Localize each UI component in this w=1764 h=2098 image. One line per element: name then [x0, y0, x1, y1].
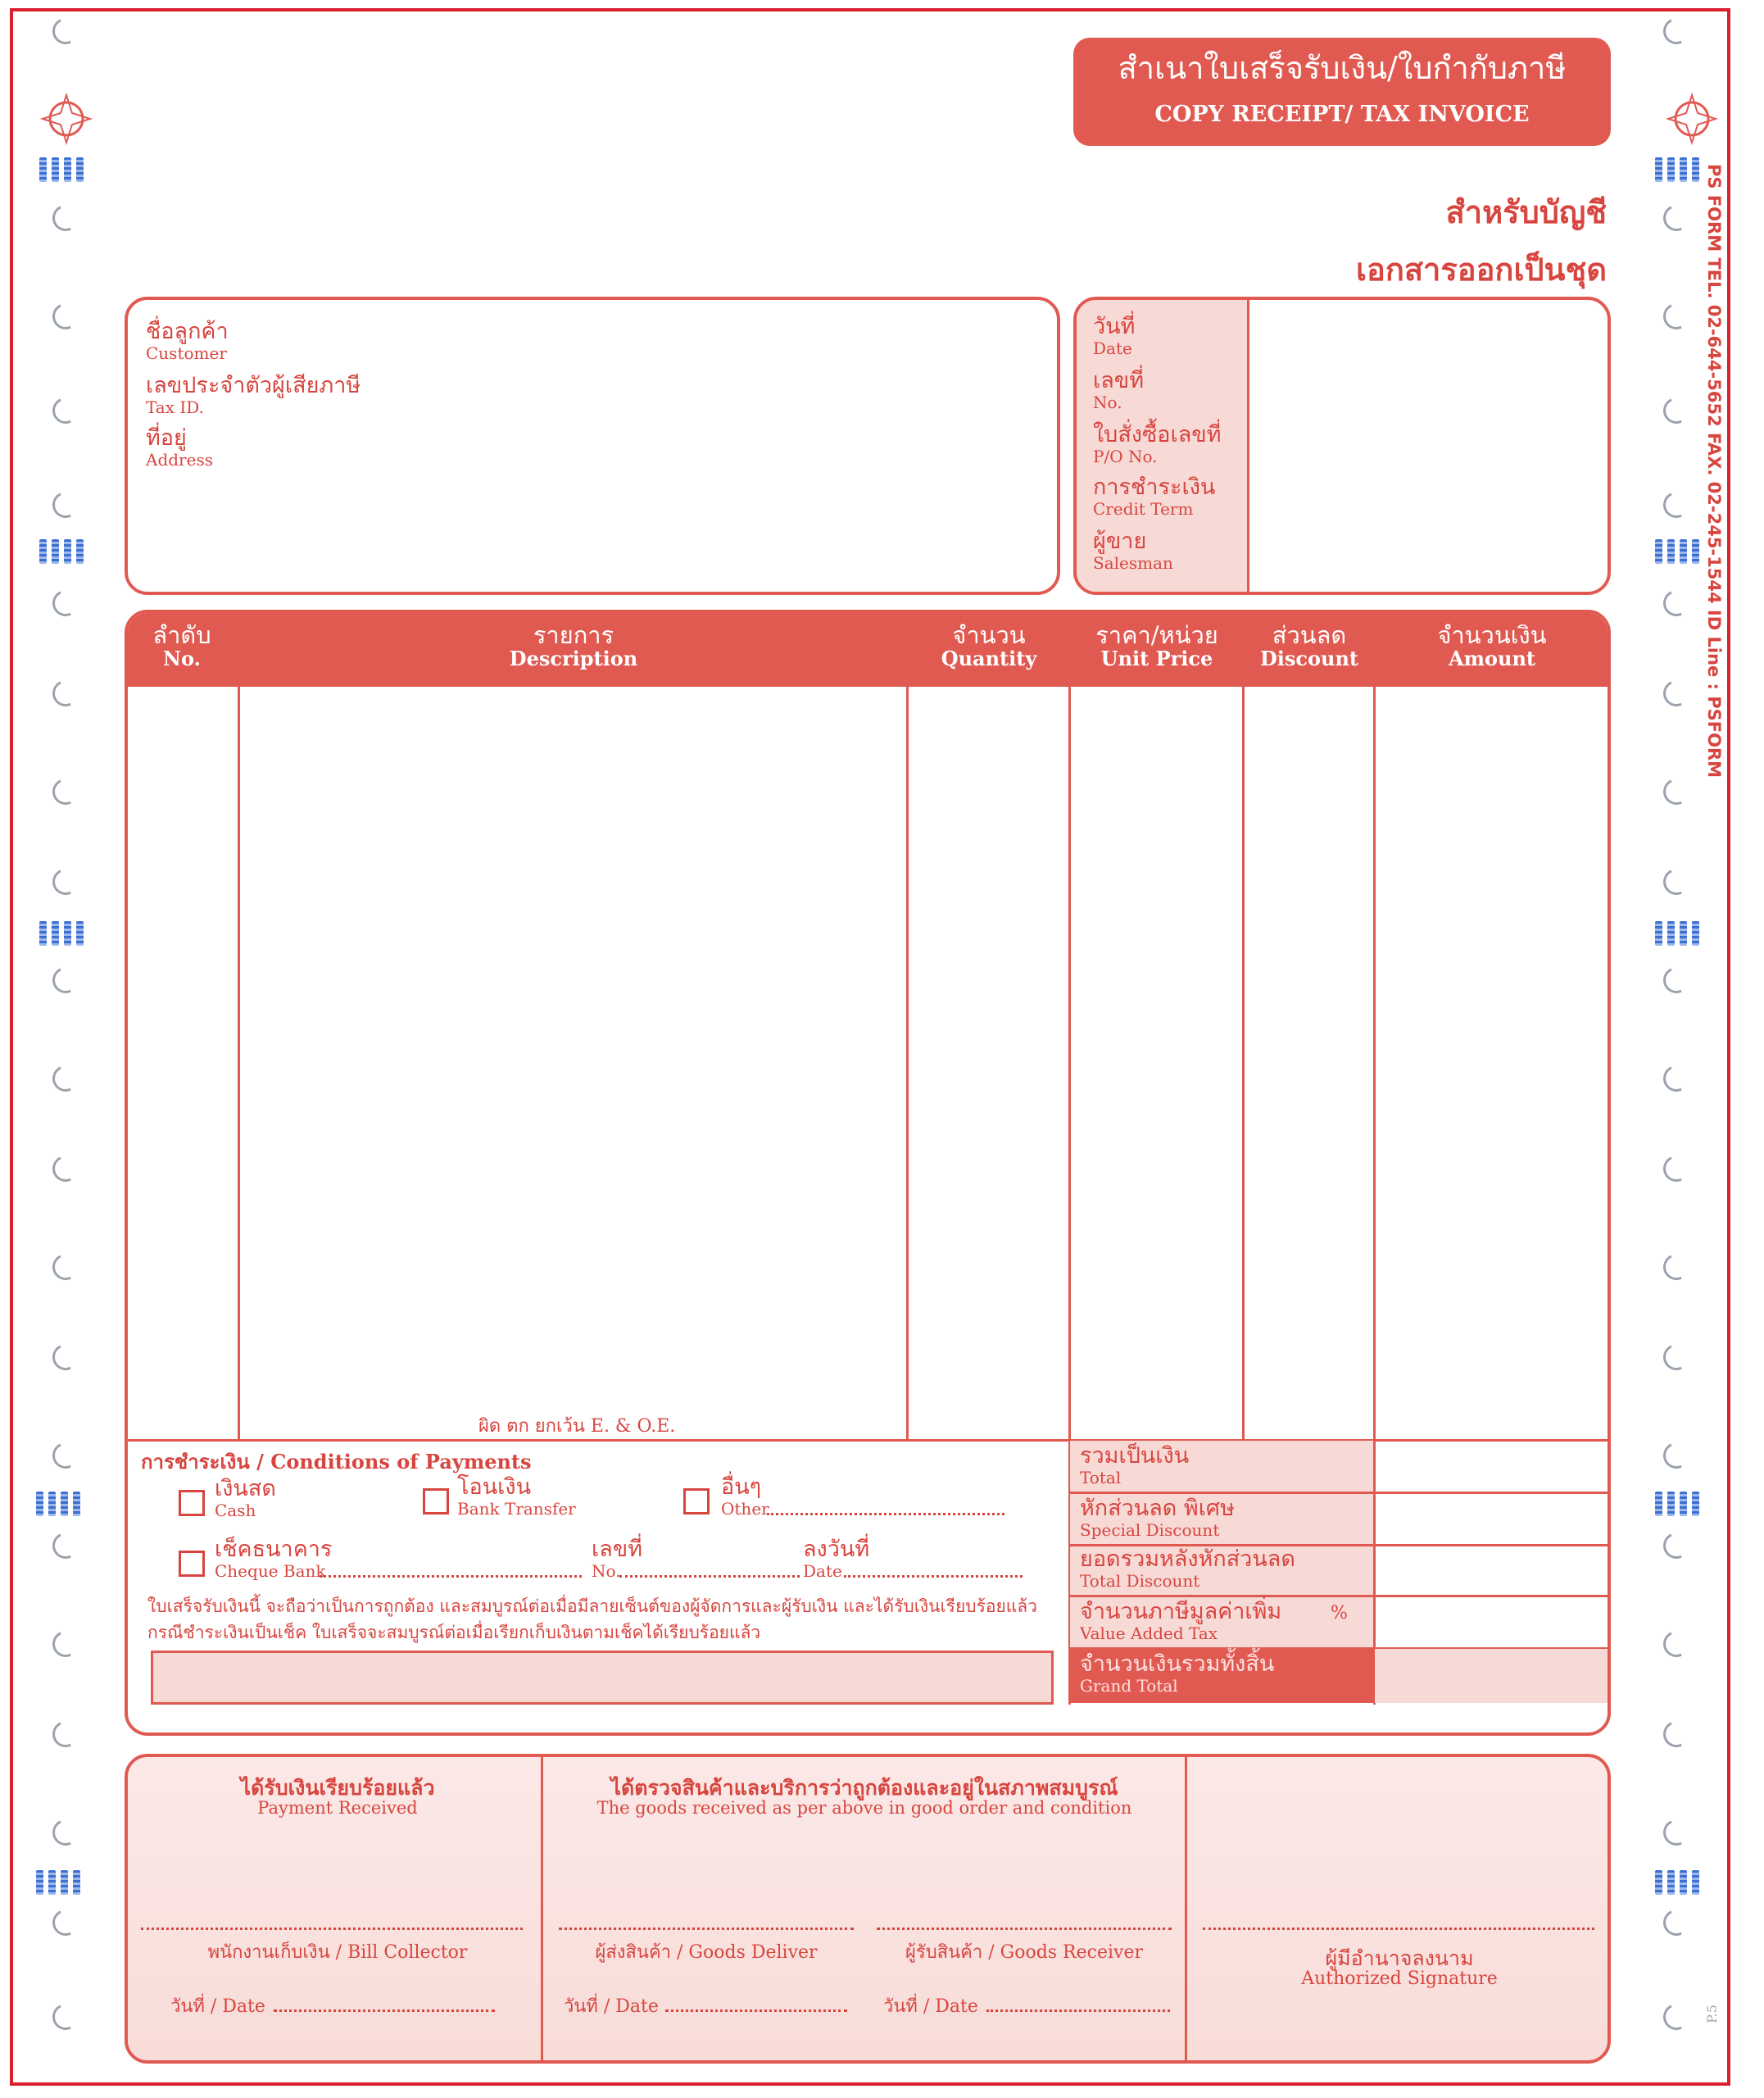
po-label-en: P/O No.: [1093, 447, 1158, 466]
cheque-date-input[interactable]: [844, 1575, 1023, 1578]
register-mark-icon: [39, 157, 93, 185]
register-mark-icon: [1655, 539, 1709, 567]
address-field[interactable]: [146, 426, 213, 469]
bank-transfer-checkbox[interactable]: [423, 1488, 449, 1514]
payment-heading: การชำระเงิน / Conditions of Payments: [141, 1450, 532, 1474]
total-label: รวมเป็นเงิน Total: [1080, 1443, 1190, 1487]
bill-collector-label: พนักงานเก็บเงิน / Bill Collector: [207, 1942, 468, 1963]
cheque-label: เช็คธนาคาร Cheque Bank: [215, 1537, 333, 1581]
customer-label-th: ชื่อลูกค้า: [146, 319, 229, 344]
address-label-en: Address: [146, 450, 213, 470]
cash-checkbox[interactable]: [179, 1490, 205, 1516]
registration-target-icon: [1665, 92, 1719, 146]
no-label-th: เลขที่: [1093, 368, 1145, 393]
col-discount-header: ส่วนลด Discount: [1259, 621, 1359, 670]
issued-as-label: เอกสารออกเป็นชุด: [1356, 251, 1607, 288]
cheque-bank-input[interactable]: [320, 1575, 582, 1578]
date-label-th: วันที่: [1093, 314, 1136, 339]
authorized-signature-th: ผู้มีอำนาจลงนาม: [1325, 1946, 1474, 1970]
salesman-label-th: ผู้ขาย: [1093, 529, 1147, 554]
copy-for-label: สำหรับบัญชี: [1445, 193, 1607, 230]
receiver-signature-line[interactable]: [877, 1928, 1172, 1930]
grand-total-value-cell[interactable]: [1375, 1649, 1608, 1703]
address-label-th: ที่อยู่: [146, 425, 187, 451]
vat-label: จำนวนภาษีมูลค่าเพิ่ม Value Added Tax: [1080, 1599, 1282, 1643]
register-mark-icon: [1655, 157, 1709, 185]
col-description-header: รายการ Description: [509, 621, 638, 670]
other-input[interactable]: [767, 1513, 1004, 1515]
column-divider: [238, 615, 240, 1441]
col-unit-price-header: ราคา/หน่วย Unit Price: [1095, 621, 1218, 670]
goods-received-en: The goods received as per above in good order and condition: [596, 1798, 1132, 1818]
date-field[interactable]: [1093, 315, 1135, 357]
date-label-en: Date: [1093, 338, 1132, 358]
eoe-note: ผิด ตก ยกเว้น E. & O.E.: [478, 1416, 676, 1437]
grand-total-label: จำนวนเงินรวมทั้งสิ้น Grand Total: [1080, 1651, 1275, 1696]
register-mark-icon: [39, 539, 93, 567]
deliver-date-label: วันที่ / Date: [564, 1996, 659, 2017]
cheque-no-label: เลขที่ No.: [592, 1537, 643, 1581]
deliver-signature-line[interactable]: [559, 1928, 854, 1930]
payment-note-2: กรณีชำระเงินเป็นเช็ค ใบเสร็จจะสมบูรณ์ต่อเมื่อเรียกเก็บเงินตามเช็คได้เรียบร้อยแล้ว: [147, 1623, 761, 1642]
col-quantity-header: จำนวน Quantity: [941, 621, 1037, 670]
term-label-en: Credit Term: [1093, 499, 1194, 519]
authorized-signature-en: Authorized Signature: [1301, 1969, 1498, 1989]
goods-received-th: ได้ตรวจสินค้าและบริการว่าถูกต้องและอยู่ในสภาพสมบูรณ์: [610, 1776, 1118, 1800]
collector-signature-line[interactable]: [141, 1928, 523, 1930]
register-mark-icon: [36, 1870, 90, 1898]
column-divider: [1242, 615, 1245, 1441]
cheque-checkbox[interactable]: [179, 1551, 205, 1577]
taxid-label-th: เลขประจำตัวผู้เสียภาษี: [146, 373, 361, 398]
authorized-signature-line[interactable]: [1203, 1928, 1594, 1930]
payment-received-en: Payment Received: [257, 1798, 418, 1818]
collector-date-line[interactable]: [274, 2009, 495, 2012]
document-title-banner: [1073, 38, 1611, 146]
doc-number-field[interactable]: [1093, 369, 1144, 411]
page-code: P.5: [1703, 2005, 1720, 2023]
bank-transfer-label: โอนเงิน Bank Transfer: [457, 1474, 576, 1519]
col-no-header: ลำดับ No.: [152, 621, 211, 670]
title-thai: สำเนาใบเสร็จรับเงิน/ใบกำกับภาษี: [1118, 50, 1567, 86]
payment-note-1: ใบเสร็จรับเงินนี้ จะถือว่าเป็นการถูกต้อง และสมบูรณ์ต่อเมื่อมีลายเซ็นต์ของผู้จัดการและผู้รับเงิน และได้รับเงินเรียบร้อยแล้ว: [147, 1596, 1037, 1616]
taxid-label-en: Tax ID.: [146, 397, 204, 417]
register-mark-icon: [39, 921, 93, 949]
other-checkbox[interactable]: [683, 1488, 710, 1514]
table-body-bottom-line: [128, 1439, 1608, 1442]
register-mark-icon: [1655, 1870, 1709, 1898]
po-number-field[interactable]: [1093, 423, 1222, 465]
taxid-field[interactable]: [146, 374, 361, 416]
salesman-field[interactable]: [1093, 529, 1173, 572]
customer-label-en: Customer: [146, 343, 227, 363]
column-divider: [906, 615, 909, 1441]
deliver-date-line[interactable]: [665, 2009, 847, 2012]
po-label-th: ใบสั่งซื้อเลขที่: [1093, 422, 1222, 447]
payment-received-th: ได้รับเงินเรียบร้อยแล้ว: [240, 1776, 435, 1800]
customer-info-box: [125, 297, 1060, 595]
credit-term-field[interactable]: [1093, 475, 1215, 518]
cheque-no-input[interactable]: [619, 1575, 800, 1578]
vat-percent-symbol: %: [1331, 1603, 1348, 1623]
receiver-date-line[interactable]: [986, 2009, 1170, 2012]
register-mark-icon: [1655, 921, 1709, 949]
form-vendor-contact: PS FORM TEL. 02-644-5652 FAX. 02-245-1544 ID Line : PSFORM: [1704, 164, 1724, 779]
register-mark-icon: [36, 1492, 90, 1519]
register-mark-icon: [1655, 1492, 1709, 1519]
amount-in-words-field[interactable]: [151, 1651, 1054, 1705]
special-discount-label: หักส่วนลด พิเศษ Special Discount: [1080, 1496, 1235, 1540]
column-divider: [1373, 615, 1376, 1705]
no-label-en: No.: [1093, 393, 1122, 412]
goods-deliver-label: ผู้ส่งสินค้า / Goods Deliver: [595, 1942, 818, 1963]
col-amount-header: จำนวนเงิน Amount: [1437, 621, 1547, 670]
cash-label: เงินสด Cash: [215, 1476, 276, 1520]
other-label: อื่นๆ Other: [721, 1474, 769, 1519]
collector-date-label: วันที่ / Date: [170, 1996, 265, 2017]
title-english: COPY RECEIPT/ TAX INVOICE: [1154, 102, 1530, 127]
customer-field[interactable]: [146, 320, 229, 362]
receiver-date-label: วันที่ / Date: [883, 1996, 978, 2017]
salesman-label-en: Salesman: [1093, 553, 1173, 573]
term-label-th: การชำระเงิน: [1093, 475, 1216, 500]
registration-target-icon: [39, 92, 93, 146]
goods-receiver-label: ผู้รับสินค้า / Goods Receiver: [905, 1942, 1143, 1963]
cheque-date-label: ลงวันที่ Date: [803, 1537, 870, 1581]
total-discount-label: ยอดรวมหลังหักส่วนลด Total Discount: [1080, 1546, 1295, 1591]
